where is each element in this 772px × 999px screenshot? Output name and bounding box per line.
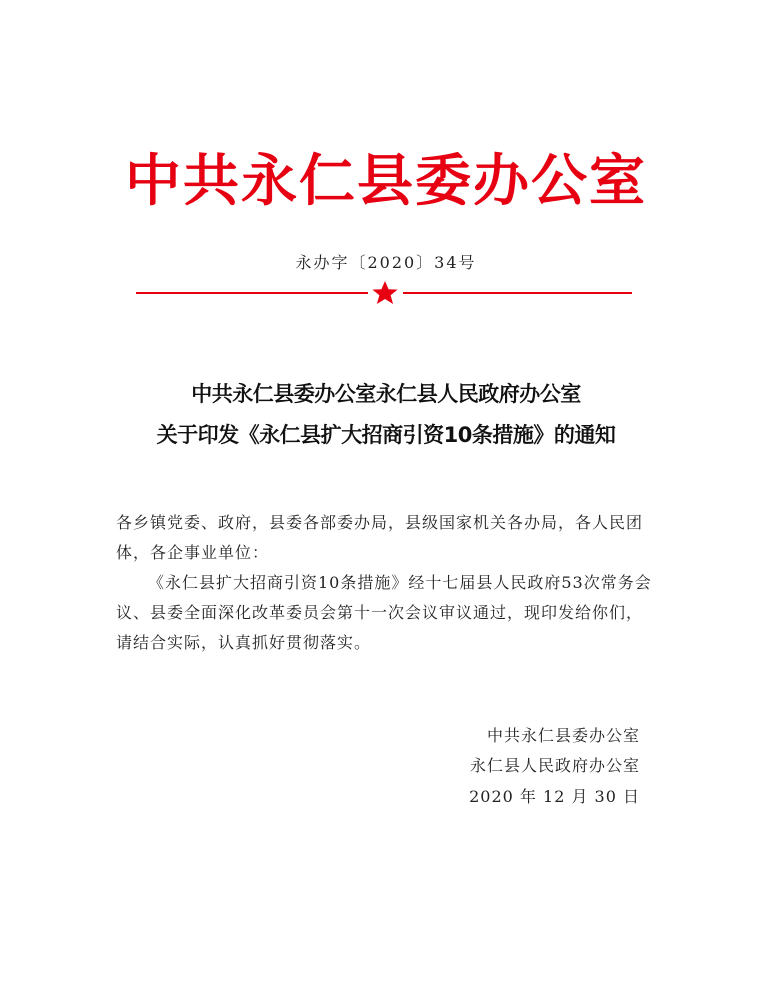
masthead-title: 中共永仁县委办公室 [125,148,647,214]
document-number: 永办字〔2020〕34号 [295,253,477,272]
red-divider-right [403,292,632,294]
signature-org-1: 中共永仁县委办公室 [486,726,640,745]
signature-date: 2020 年 12 月 30 日 [469,787,640,806]
document-title-line-1: 中共永仁县委办公室永仁县人民政府办公室 [191,382,581,406]
star-icon [369,280,401,306]
red-divider-left [136,292,368,294]
document-title-line-2: 关于印发《永仁县扩大招商引资10条措施》的通知 [156,423,616,447]
addressee: 各乡镇党委、政府，县委各部委办局，县级国家机关各办局，各人民团体，各企事业单位： [116,513,644,562]
signature-org-2: 永仁县人民政府办公室 [469,756,640,775]
body-paragraph: 《永仁县扩大招商引资10条措施》经十七届县人民政府53次常务会议、县委全面深化改革委员会第十一次会议审议通过，现印发给你们，请结合实际，认真抓好贯彻落实。 [116,573,652,652]
